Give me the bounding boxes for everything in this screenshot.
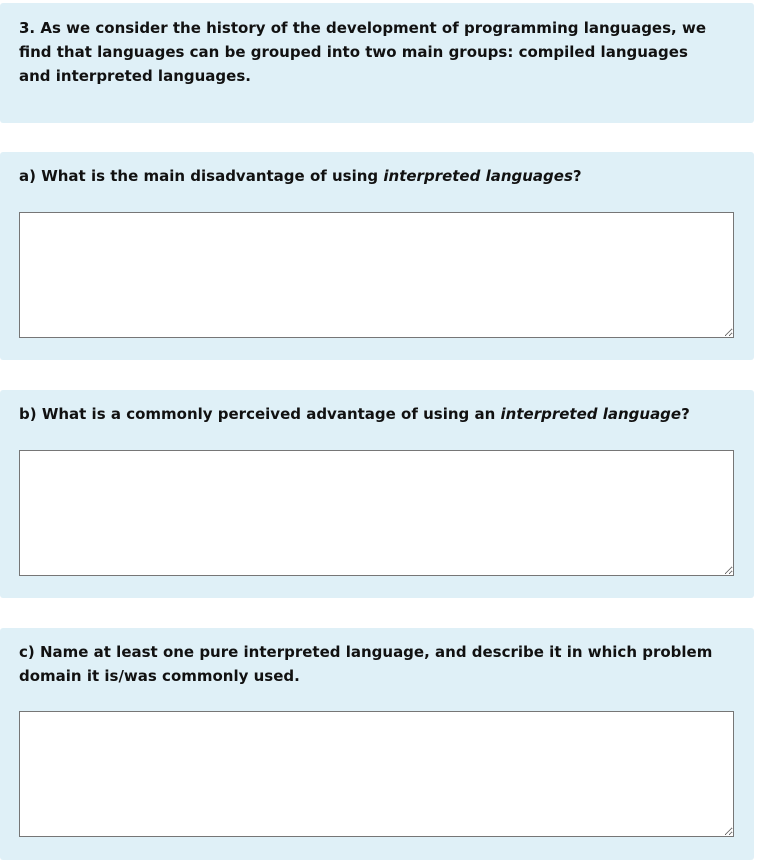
question-b-text — [19, 402, 714, 426]
question-c-prefix: c) Name at least one pure interpreted language, and describe it in which problem domain it is/was commonly used. — [19, 643, 713, 685]
question-panel-c — [0, 628, 754, 860]
question-a-prefix: a) What is the main disadvantage of using — [19, 167, 384, 185]
question-a-emphasis: interpreted languages — [383, 167, 573, 185]
answer-a-input[interactable] — [19, 212, 734, 338]
answer-b-input[interactable] — [19, 450, 734, 576]
question-panel-a — [0, 152, 754, 360]
question-a-text — [19, 164, 714, 188]
intro-text: 3. As we consider the history of the development of programming languages, we find that languages can be grouped into two main groups: compiled languages and interpreted languages. — [19, 19, 706, 85]
intro-panel — [0, 3, 754, 123]
question-panel-b — [0, 390, 754, 598]
question-b-emphasis: interpreted language — [500, 405, 682, 423]
answer-c-input[interactable] — [19, 711, 734, 837]
question-b-suffix: ? — [681, 405, 690, 423]
question-c-text — [19, 640, 714, 688]
question-b-prefix: b) What is a commonly perceived advantage of using an — [19, 405, 501, 423]
question-a-suffix: ? — [572, 167, 582, 185]
